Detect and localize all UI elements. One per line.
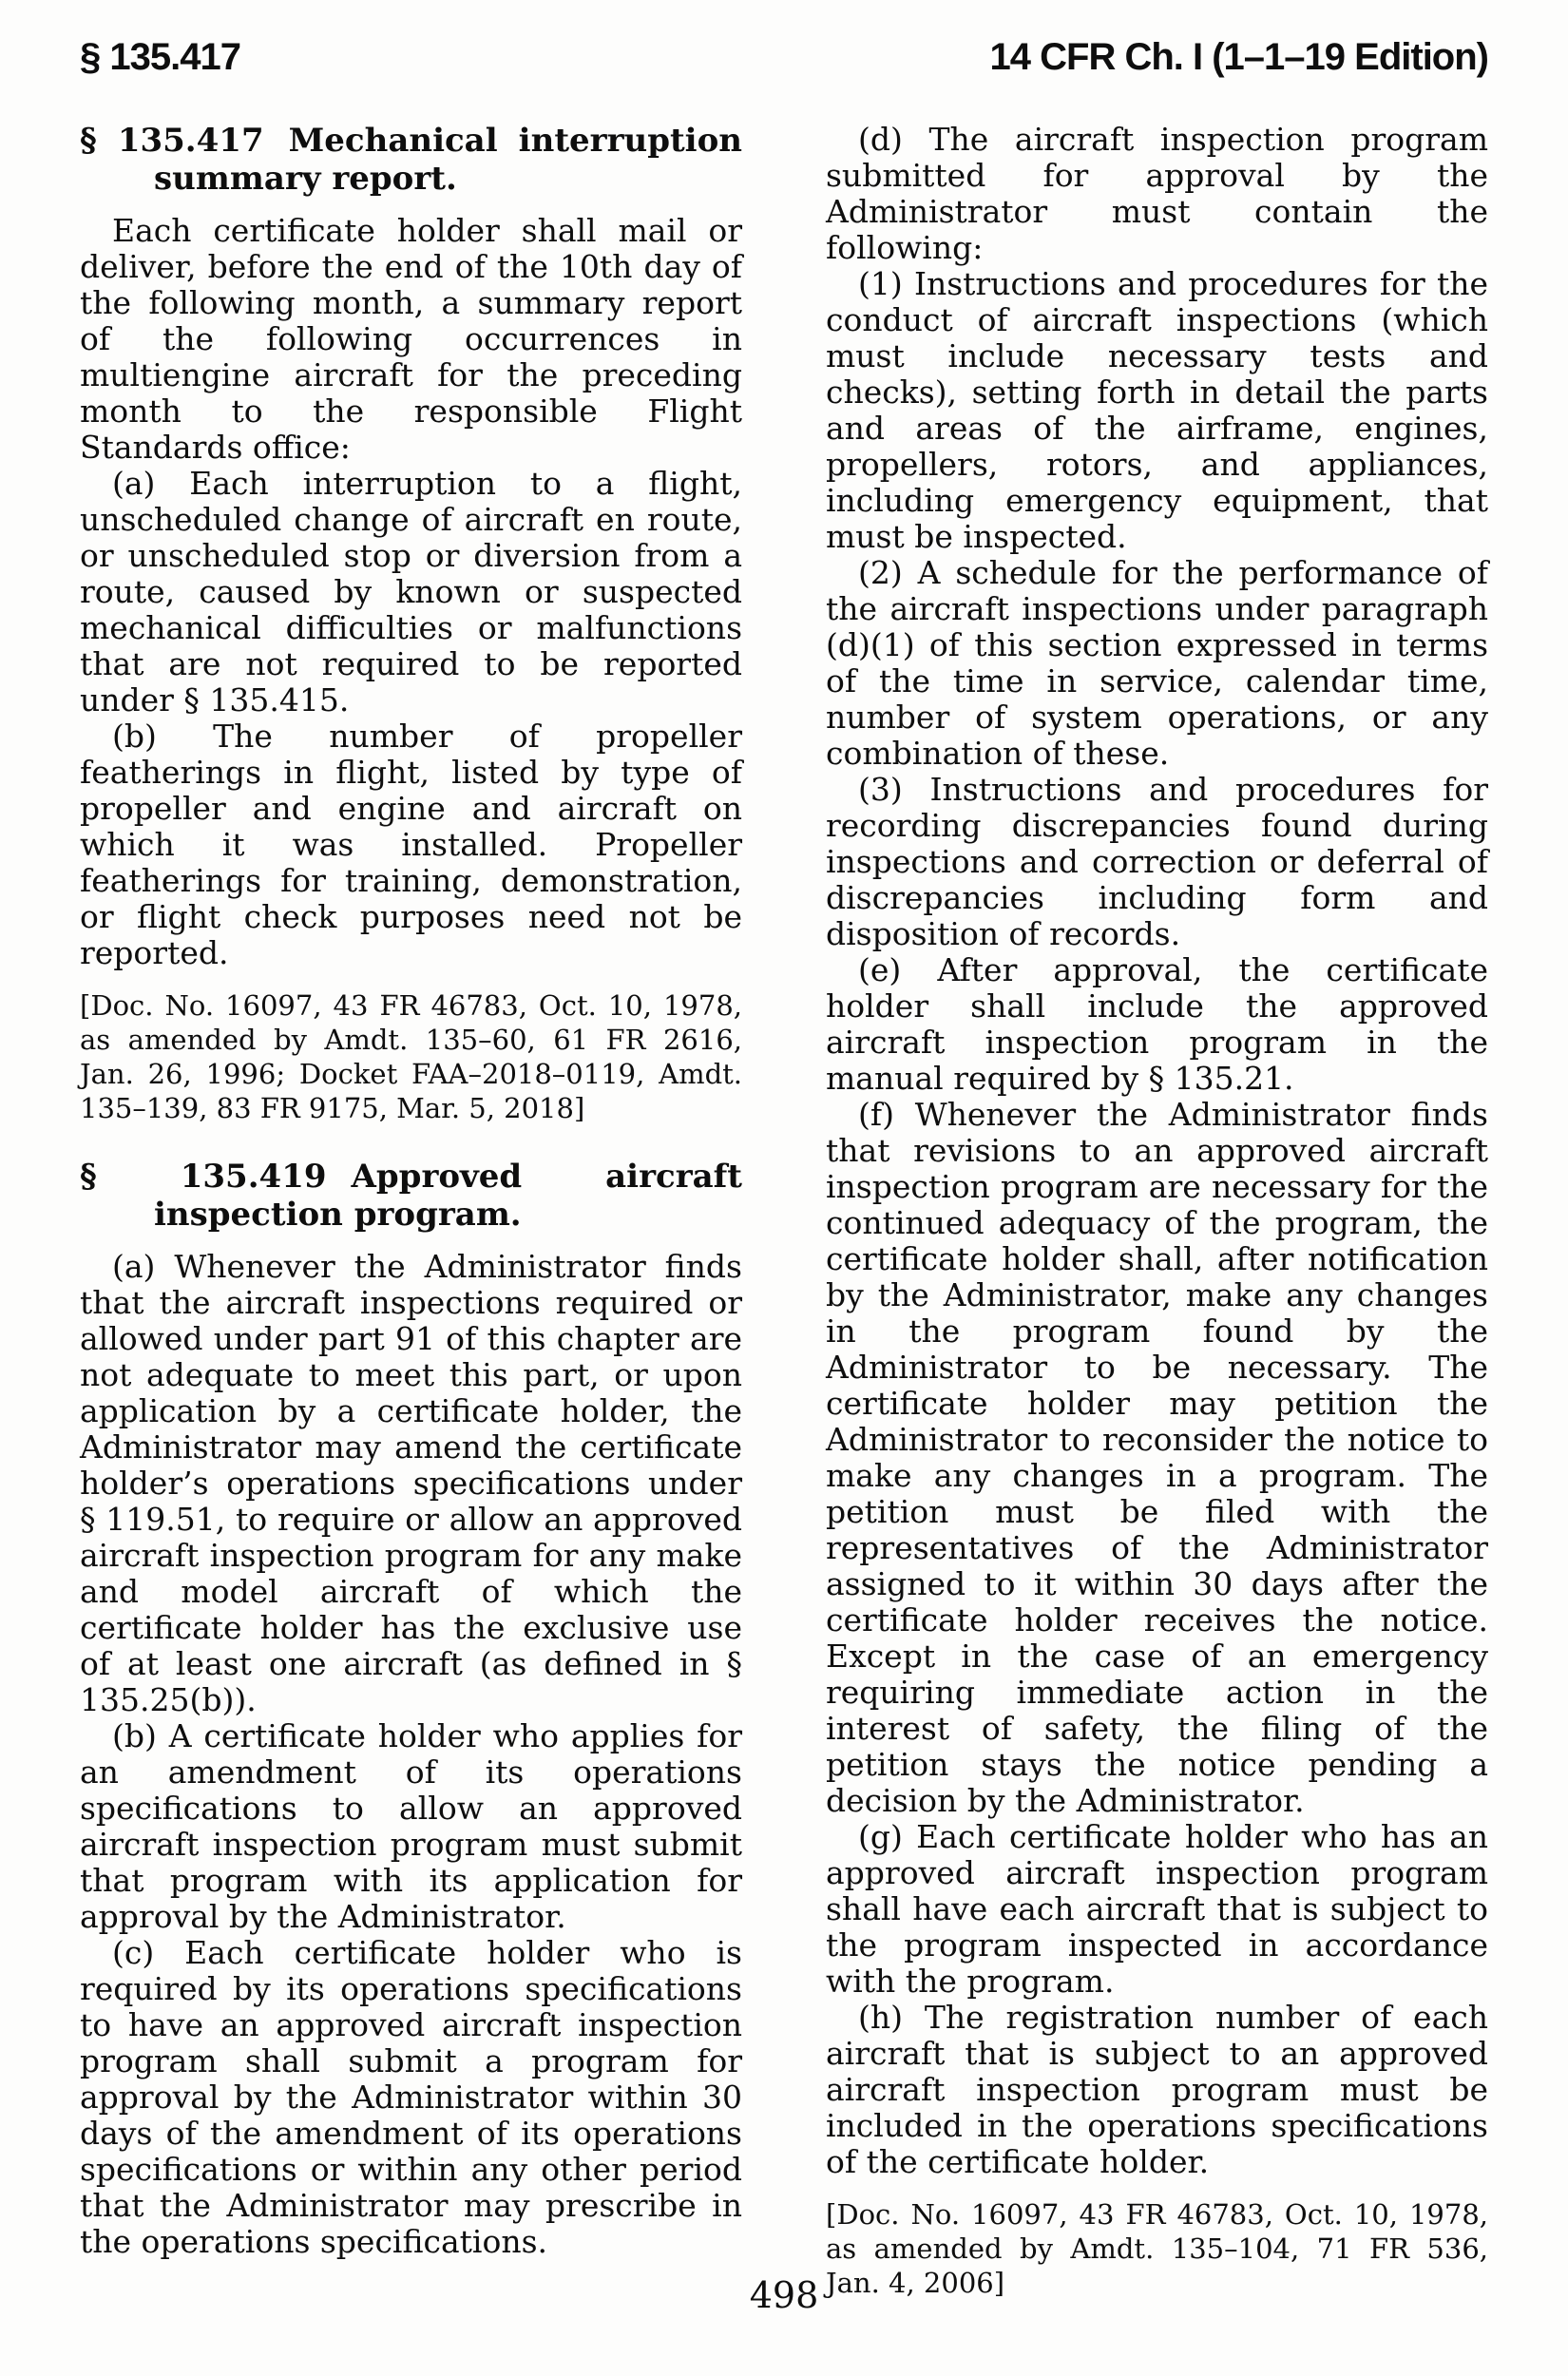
paragraph-419-d2: (2) A schedule for the performance of the aircraft inspections under paragraph (d)(1) of this section expressed in terms of the time in service, calendar time, number of system operations, or any combination of these. <box>826 554 1488 772</box>
section-heading-135-417 <box>80 122 742 198</box>
right-column <box>826 122 1488 2309</box>
header-edition-title: 14 CFR Ch. I (1–1–19 Edition) <box>989 36 1488 78</box>
left-column <box>80 122 742 2309</box>
section-heading-135-419 <box>80 1158 742 1234</box>
paragraph-419-d: (d) The aircraft inspection program submitted for approval by the Administrator must contain the following: <box>826 121 1488 266</box>
section-title: Mechanical interruption summary report. <box>154 122 742 198</box>
page-footer <box>0 2274 1568 2316</box>
section-title: Approved aircraft inspection program. <box>154 1158 742 1234</box>
paragraph-419-h: (h) The registration number of each aircraft that is subject to an approved aircraft inspection program must be included in the operations specifications of the certificate holder. <box>826 1999 1488 2180</box>
section-number: § 135.419 <box>80 1158 327 1196</box>
paragraph-419-e: (e) After approval, the certificate holder shall include the approved aircraft inspection program in the manual required by § 135.21. <box>826 951 1488 1097</box>
paragraph-419-a: (a) Whenever the Administrator finds that the aircraft inspections required or allowed under part 91 of this chapter are not adequate to meet this part, or upon application by a certificate holder, the Administrator may amend the certificate holder’s operations specifications under § 119.51, to require or allow an approved aircraft inspection program for any make and model aircraft of which the certificate holder has the exclusive use of at least one aircraft (as defined in § 135.25(b)). <box>80 1248 742 1718</box>
section-number: § 135.417 <box>80 122 264 160</box>
paragraph-419-f: (f) Whenever the Administrator finds that revisions to an approved aircraft inspection program are necessary for the continued adequacy of the program, the certificate holder shall, after notification by the Administrator, make any changes in the program found by the Administrator to be necessary. The certificate holder may petition the Administrator to reconsider the notice to make any changes in a program. The petition must be filed with the representatives of the Administrator assigned to it within 30 days after the certificate holder receives the notice. Except in the case of an emergency requiring immediate action in the interest of safety, the filing of the petition stays the notice pending a decision by the Administrator. <box>826 1096 1488 1819</box>
page-number: 498 <box>749 2274 819 2316</box>
paragraph-417-b: (b) The number of propeller featherings in flight, listed by type of propeller and engine and aircraft on which it was installed. Propeller featherings for training, demonstration, or flight check purposes need not be reported. <box>80 718 742 971</box>
paragraph-417-intro: Each certificate holder shall mail or deliver, before the end of the 10th day of the following month, a summary report of the following occurrences in multiengine aircraft for the preceding month to the responsible Flight Standards office: <box>80 212 742 466</box>
two-column-body <box>80 122 1488 2309</box>
paragraph-419-b: (b) A certificate holder who applies for an amendment of its operations specifications to allow an approved aircraft inspection program must submit that program with its application for approval by the Administrator. <box>80 1717 742 1935</box>
running-header <box>80 38 1488 76</box>
header-section-number: § 135.417 <box>80 36 240 78</box>
paragraph-419-d3: (3) Instructions and procedures for recording discrepancies found during inspections and correction or deferral of discrepancies including form and disposition of records. <box>826 771 1488 952</box>
paragraph-419-g: (g) Each certificate holder who has an approved aircraft inspection program shall have each aircraft that is subject to the program inspected in accordance with the program. <box>826 1818 1488 2000</box>
paragraph-419-d1: (1) Instructions and procedures for the conduct of aircraft inspections (which must include necessary tests and checks), setting forth in detail the parts and areas of the airframe, engines, propellers, rotors, and appliances, including emergency equipment, that must be inspected. <box>826 265 1488 555</box>
source-citation-419: [Doc. No. 16097, 43 FR 46783, Oct. 10, 1978, as amended by Amdt. 135–104, 71 FR 536, Jan. 4, 2006] <box>826 2198 1488 2299</box>
paragraph-419-c: (c) Each certificate holder who is required by its operations specifications to have an approved aircraft inspection program shall submit a program for approval by the Administrator within 30 days of the amendment of its operations specifications or within any other period that the Administrator may prescribe in the operations specifications. <box>80 1934 742 2260</box>
source-citation-417: [Doc. No. 16097, 43 FR 46783, Oct. 10, 1978, as amended by Amdt. 135–60, 61 FR 2616, Jan. 26, 1996; Docket FAA–2018–0119, Amdt. 135–139, 83 FR 9175, Mar. 5, 2018] <box>80 989 742 1124</box>
paragraph-417-a: (a) Each interruption to a flight, unscheduled change of aircraft en route, or unscheduled stop or diversion from a route, caused by known or suspected mechanical difficulties or malfunctions that are not required to be reported under § 135.415. <box>80 465 742 719</box>
